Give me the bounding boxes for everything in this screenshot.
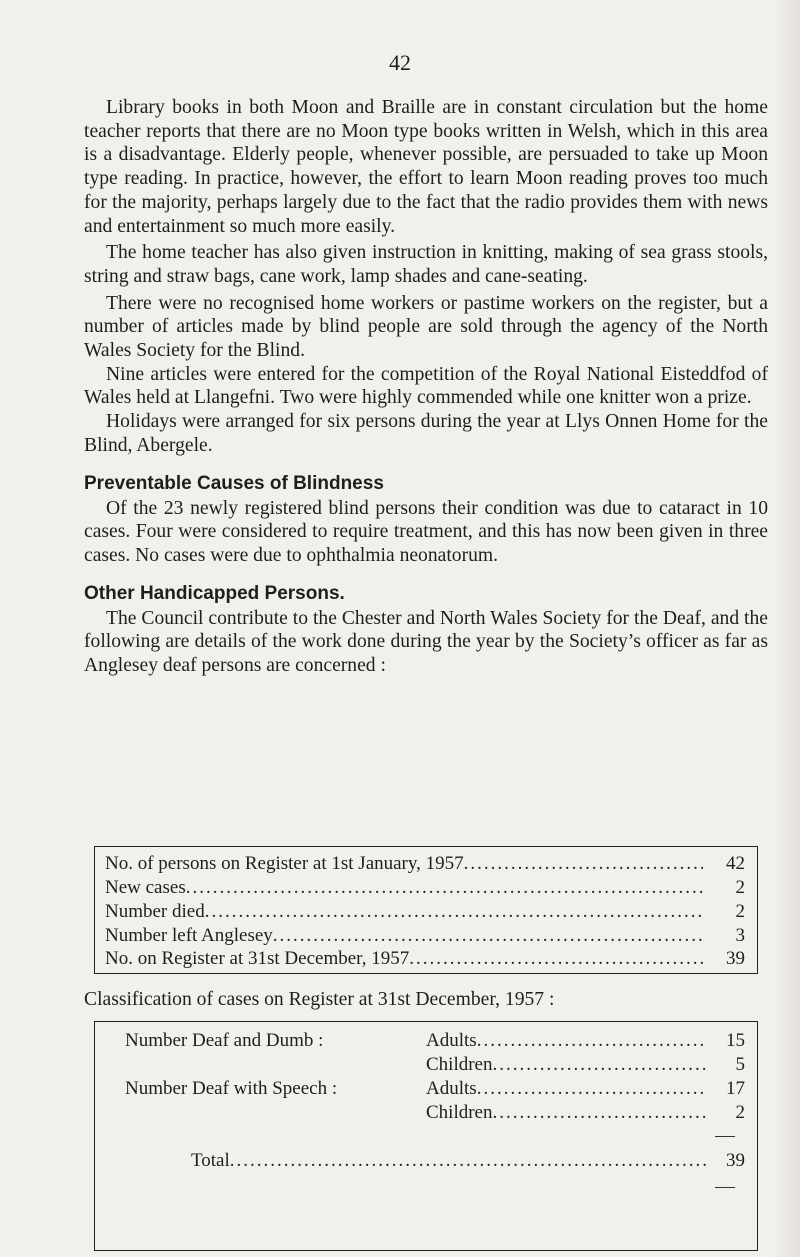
paragraph-eisteddfod: Nine articles were entered for the competition of the Royal National Eisteddfod of Wales held at Llangefni. Two were highly commended while one knitter won a prize.	[84, 363, 768, 409]
row-label: Number left Anglesey	[105, 925, 273, 946]
leader-dots	[493, 1053, 708, 1077]
leader-dots	[464, 852, 703, 876]
leader-dots	[230, 1149, 707, 1173]
row-value: 5	[735, 1054, 745, 1075]
group-label-deaf-dumb: Number Deaf and Dumb :	[125, 1030, 324, 1051]
total-underline-rule	[715, 1187, 735, 1188]
row-value: 15	[726, 1030, 745, 1051]
leader-dots	[409, 947, 703, 971]
table-row	[426, 1053, 745, 1077]
leader-dots	[477, 1077, 707, 1101]
paragraph-other-handicapped: The Council contribute to the Chester and North Wales Society for the Deaf, and the following are details of the work done during the year by the Society’s officer as far as Anglesey deaf persons are concerned :	[84, 607, 768, 677]
paragraph-preventable-causes: Of the 23 newly registered blind persons their condition was due to cataract in 10 cases. Four were considered to require treatment, and this has now been given in three cases. No cases were due to ophthalmia neonatorum.	[84, 497, 768, 566]
row-label: Children	[426, 1102, 493, 1123]
table-row	[426, 1101, 745, 1125]
row-label: Adults	[426, 1030, 477, 1051]
paragraph-home-teacher: The home teacher has also given instruction in knitting, making of sea grass stools, string and straw bags, cane work, lamp shades and cane-seating.	[84, 242, 768, 287]
leader-dots	[273, 924, 703, 948]
paragraph-holidays: Holidays were arranged for six persons during the year at Llys Onnen Home for the Blind, Abergele.	[84, 411, 768, 456]
row-value: 39	[726, 948, 745, 969]
table-row	[426, 1077, 745, 1101]
row-value: 3	[735, 925, 745, 946]
total-value: 39	[726, 1150, 745, 1171]
row-value: 17	[726, 1078, 745, 1099]
group-label-deaf-speech: Number Deaf with Speech :	[125, 1078, 338, 1099]
sum-rule	[715, 1136, 735, 1137]
row-value: 42	[726, 853, 745, 874]
body-text	[84, 96, 768, 678]
row-value: 2	[735, 877, 745, 898]
leader-dots	[205, 900, 703, 924]
paragraph-home-workers: There were no recognised home workers or pastime workers on the register, but a number of articles made by blind people are sold through the agency of the North Wales Society for the Blind.	[84, 292, 768, 362]
page-edge-shadow	[772, 0, 800, 1257]
row-value: 2	[735, 1102, 745, 1123]
paragraph-library-books: Library books in both Moon and Braille are in constant circulation but the home teacher reports that there are no Moon type books written in Welsh, which in this area is a disadvantage. Elderly people, whenever possible, are persuaded to take up Moon type reading. In practice, however, the effort to learn Moon reading proves too much for the majority, perhaps largely due to the fact that the radio provides them with news and entertainment so much more easily.	[84, 97, 768, 237]
row-value: 2	[735, 901, 745, 922]
total-label: Total	[191, 1150, 230, 1171]
row-label: Adults	[426, 1078, 477, 1099]
table-row	[105, 947, 745, 971]
classification-caption: Classification of cases on Register at 31st December, 1957 :	[84, 989, 555, 1010]
row-label: Number died	[105, 901, 205, 922]
leader-dots	[186, 876, 703, 900]
row-label: New cases	[105, 877, 186, 898]
heading-other-handicapped: Other Handicapped Persons.	[84, 582, 345, 604]
classification-table	[94, 1021, 758, 1251]
table-row	[105, 852, 745, 876]
row-label: No. on Register at 31st December, 1957	[105, 948, 410, 969]
table-row	[105, 900, 745, 924]
leader-dots	[493, 1101, 708, 1125]
page-number: 42	[389, 50, 411, 75]
row-label: Children	[426, 1054, 493, 1075]
table-row	[426, 1029, 745, 1053]
register-table	[94, 846, 758, 974]
table-row	[105, 876, 745, 900]
total-row	[191, 1149, 745, 1173]
leader-dots	[477, 1029, 707, 1053]
row-label: No. of persons on Register at 1st January, 1957	[105, 853, 464, 874]
table-row	[105, 924, 745, 948]
heading-preventable-causes: Preventable Causes of Blindness	[84, 472, 384, 494]
